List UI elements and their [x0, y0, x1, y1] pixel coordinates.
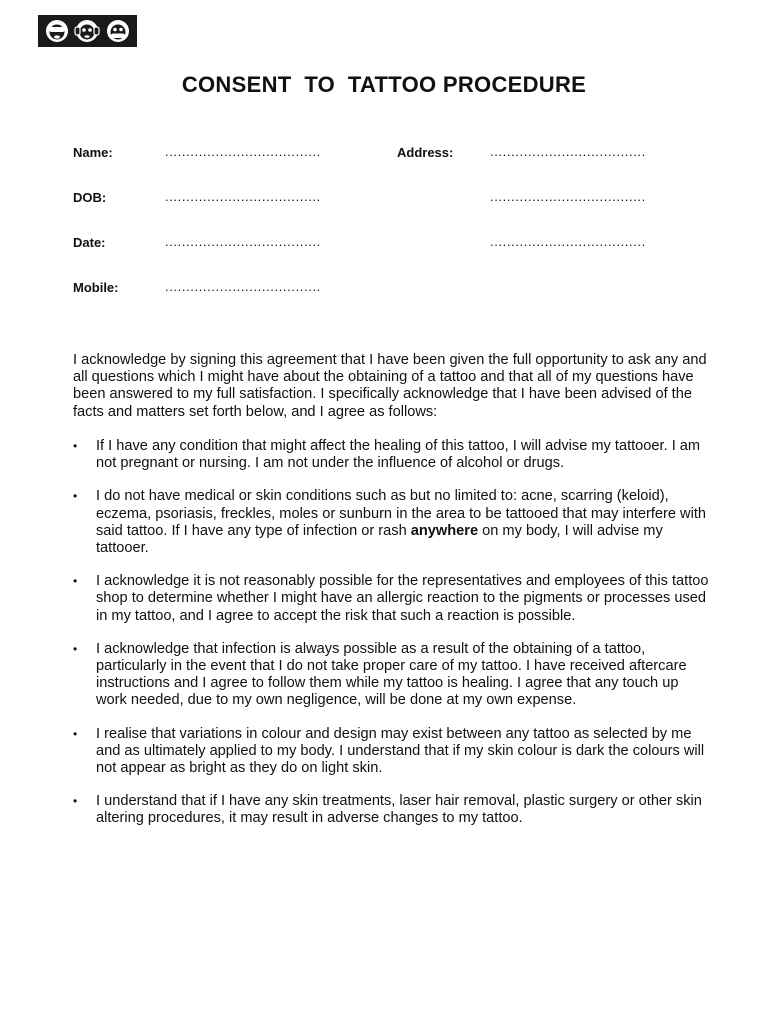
list-item-text: I acknowledge that infection is always possible as a result of the obtaining of a tattoo, particularly in the event that I do not take proper care of my tattoo. I have received aftercare instructions and I agree to follow them while my tattoo is healing. I agree that any touch up work needed, due to my own negligence, will be done at my own expense.: [96, 640, 687, 709]
list-item-text: I realise that variations in colour and design may exist between any tattoo as selected by me and as ultimately applied to my body. I understand that if my skin colour is dark the colours will not appear as bright as they do on light skin.: [96, 725, 705, 777]
list-item: [73, 793, 713, 827]
list-item: [73, 573, 713, 625]
list-item-text: I acknowledge it is not reasonably possible for the representatives and employees of this tattoo shop to determine whether I might have an allergic reaction to the pigments or processes used in my tattoo, and I agree to accept the risk that such a reaction is possible.: [96, 573, 709, 624]
list-item-text-part: on my body, I will advise my tattooer.: [96, 522, 663, 557]
bullet-icon: •: [73, 574, 78, 589]
list-item-text-part: I do not have medical or skin conditions such as but no limited to: acne, scarring (keloid), eczema, psoriasis, freckles, moles or sunburn in the area to be tattooed that may interfere with said tattoo. If I have any type of infection or rash: [96, 488, 706, 539]
document-title: CONSENT TO TATTOO PROCEDURE: [181, 72, 587, 97]
bullet-icon: •: [73, 489, 78, 504]
speak-no-evil-monkey-icon: [105, 18, 131, 44]
date-field[interactable]: .....................................: [165, 234, 321, 249]
bullet-icon: •: [73, 439, 78, 453]
consent-terms-list: [73, 438, 713, 844]
emphasis-text: anywhere: [410, 522, 479, 539]
list-item: [73, 488, 713, 557]
date-label: Date:: [73, 235, 106, 250]
address-field-line-3[interactable]: .....................................: [490, 234, 646, 249]
list-item: [73, 726, 713, 778]
list-item: [73, 438, 713, 472]
address-field-line-1[interactable]: .....................................: [490, 144, 646, 159]
studio-logo: [38, 15, 137, 47]
list-item: [73, 641, 713, 710]
name-label: Name:: [73, 145, 113, 160]
hear-no-evil-monkey-icon: [74, 18, 100, 44]
intro-paragraph: I acknowledge by signing this agreement that I have been given the full opportunity to ask any and all questions which I might have about the obtaining of a tattoo and that all of my questions have been answered to my full satisfaction. I specifically acknowledge that I have been advised of the facts and matters set forth below, and I agree as follows:: [73, 352, 707, 420]
bullet-icon: •: [73, 726, 78, 741]
mobile-field[interactable]: .....................................: [165, 279, 321, 294]
bullet-icon: •: [73, 794, 78, 809]
name-field[interactable]: .....................................: [165, 144, 321, 159]
list-item-text: [96, 488, 706, 556]
dob-field[interactable]: .....................................: [165, 189, 321, 204]
address-label: Address:: [397, 145, 454, 160]
list-item-text: If I have any condition that might affect the healing of this tattoo, I will advise my tattooer. I am not pregnant or nursing. I am not under the influence of alcohol or drugs.: [96, 438, 701, 472]
see-no-evil-monkey-icon: [44, 18, 70, 44]
mobile-label: Mobile:: [73, 280, 119, 295]
list-item-text: I understand that if I have any skin treatments, laser hair removal, plastic surgery or other skin altering procedures, it may result in adverse changes to my tattoo.: [96, 793, 702, 827]
bullet-icon: •: [73, 641, 78, 656]
dob-label: DOB:: [73, 190, 107, 205]
address-field-line-2[interactable]: .....................................: [490, 189, 646, 204]
